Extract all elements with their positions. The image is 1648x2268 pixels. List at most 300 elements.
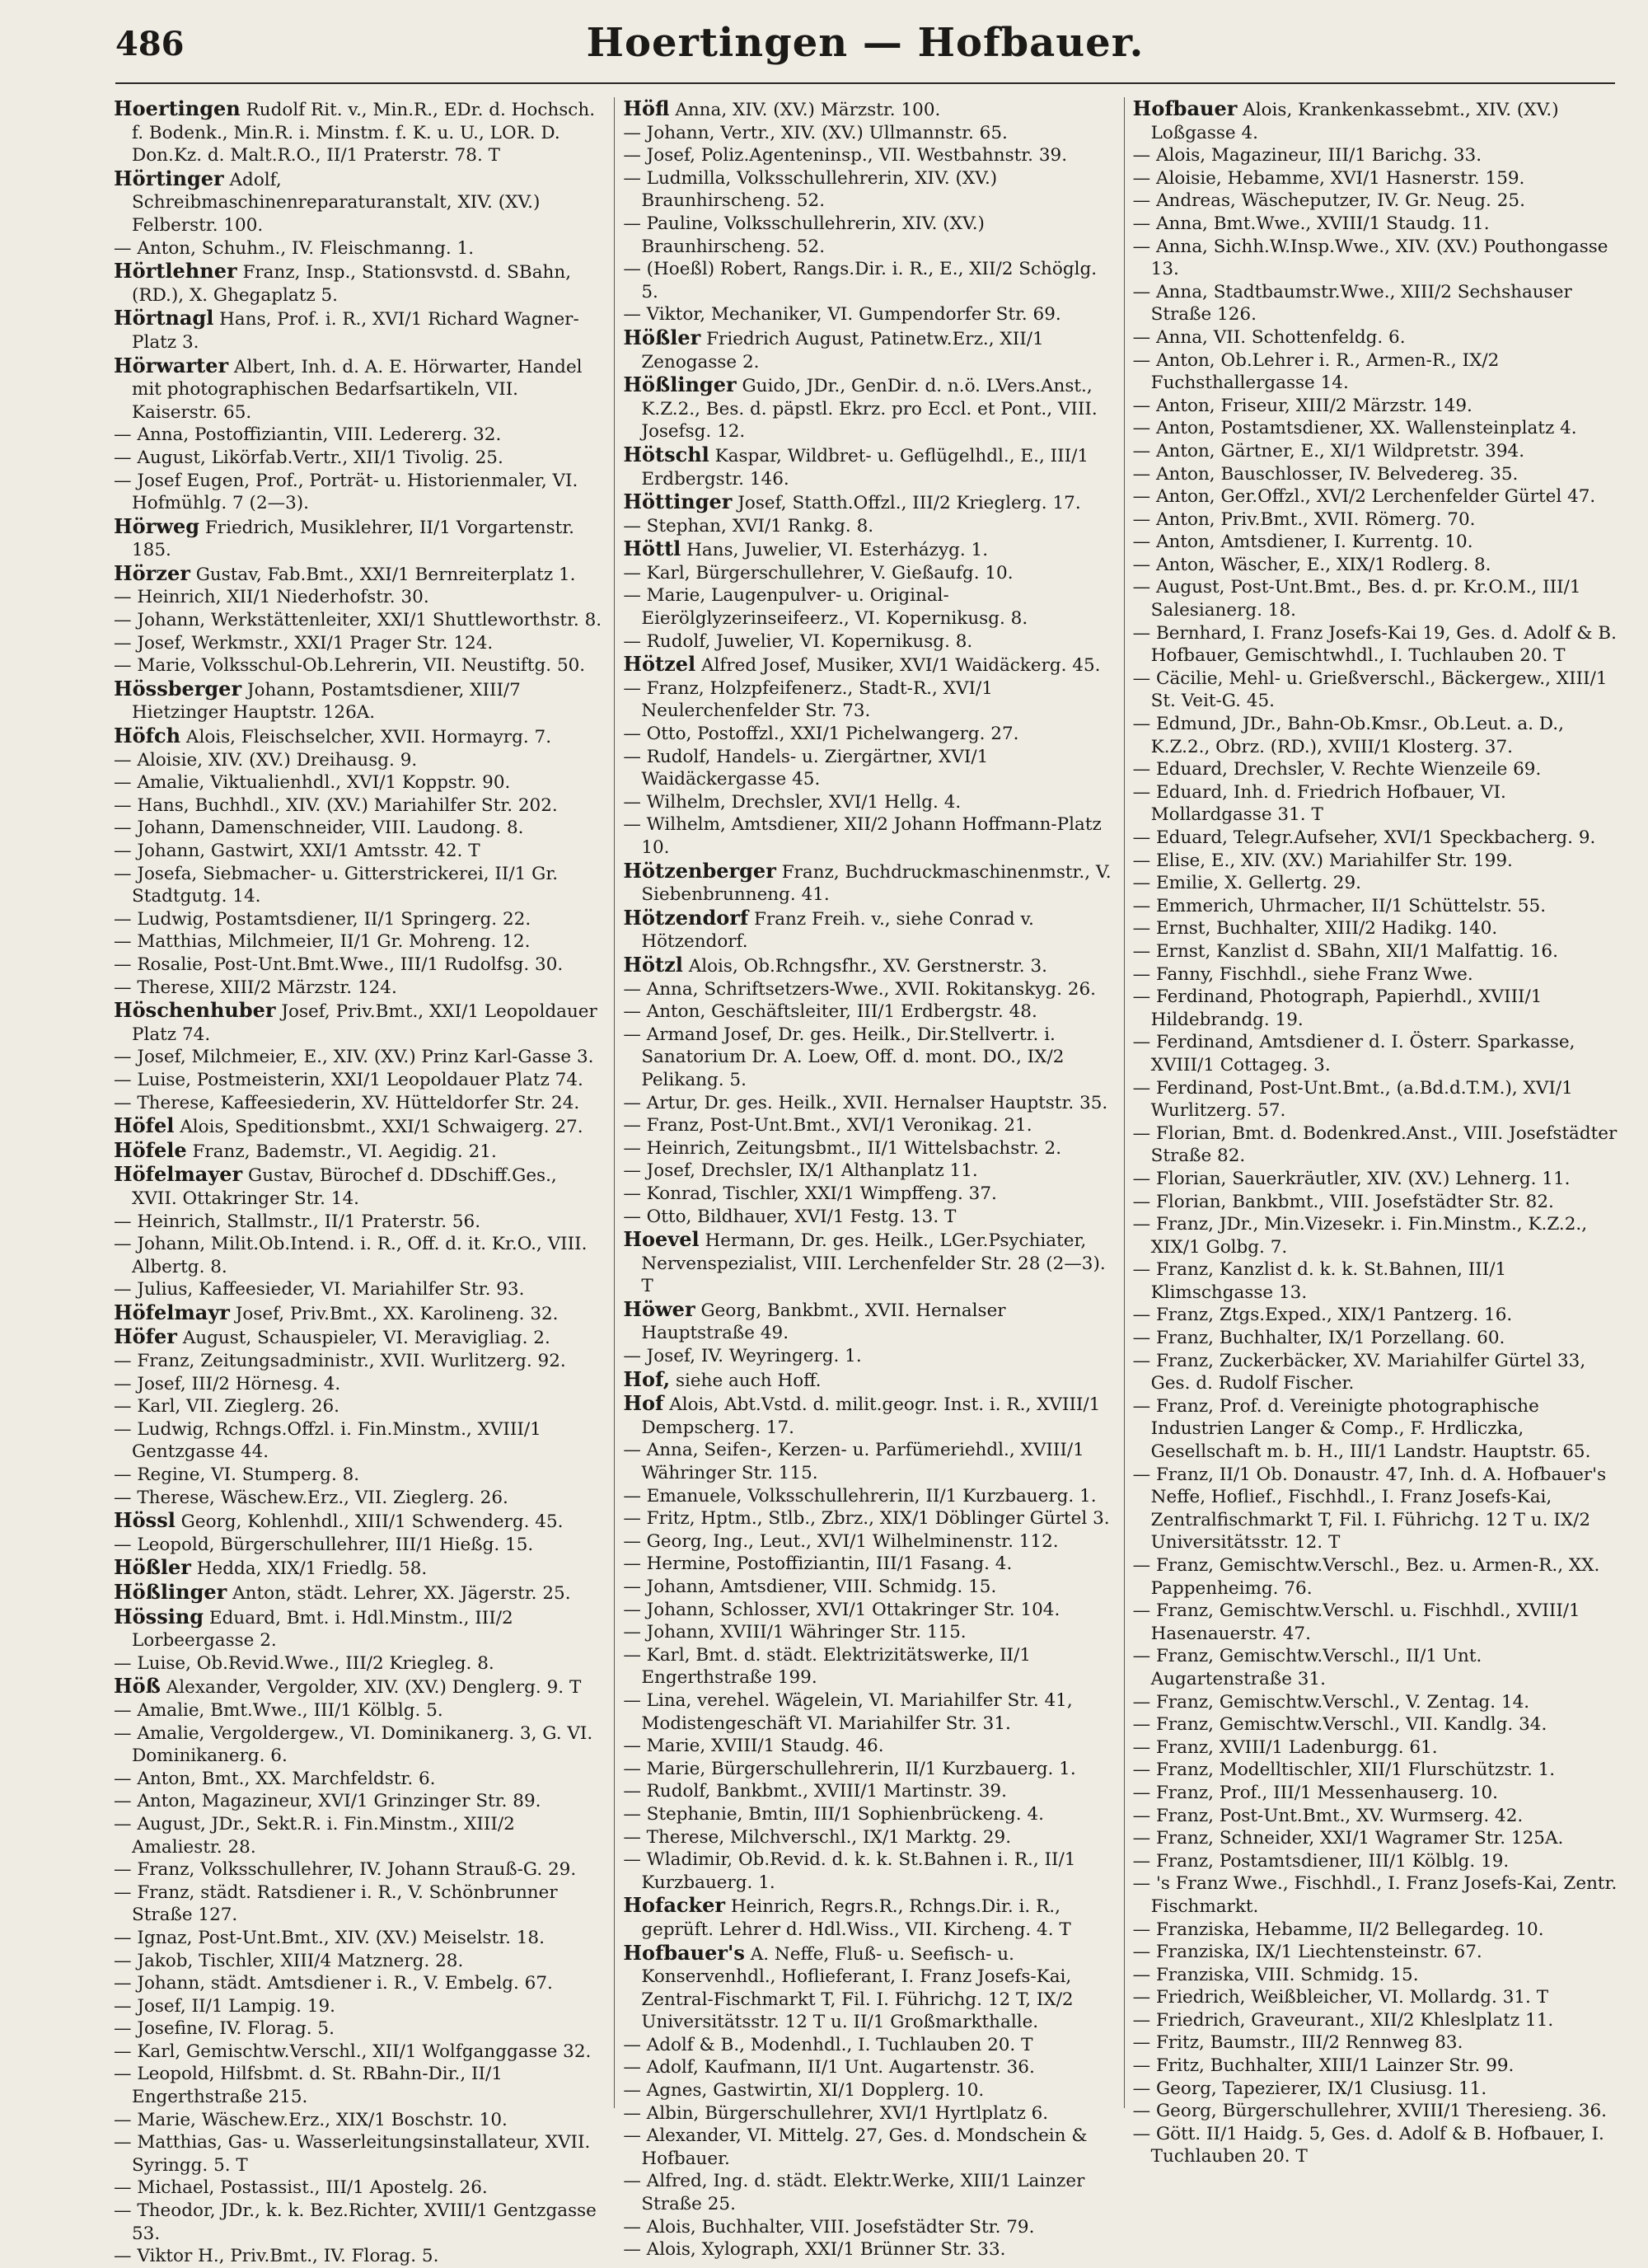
entry-text: — Hans, Buchhdl., XIV. (XV.) Mariahilfer Str. 202. [114,794,558,816]
directory-entry [623,813,1112,859]
entry-text: — Franz, Prof., III/1 Messenhauserg. 10. [1132,1782,1499,1803]
entry-text: — Therese, XIII/2 Märzstr. 124. [114,977,397,998]
entry-text: — August, Likörfab.Vertr., XII/1 Tivolig. 25. [114,447,503,468]
entry-text: Anna, XIV. (XV.) Märzstr. 100. [675,100,941,120]
entry-text: — Heinrich, XII/1 Niederhofstr. 30. [114,587,429,608]
entry-surname: Hörweg [114,513,200,538]
directory-entry [114,999,602,1046]
directory-entry [623,1024,1112,1092]
directory-entry [1133,1919,1622,1942]
entry-text: — Viktor, Mechaniker, VI. Gumpendorfer Str. 69. [623,304,1061,326]
entry-text: — Franz, städt. Ratsdiener i. R., V. Schönbrunner Straße 127. [114,1881,558,1926]
entry-text: — Florian, Bankbmt., VIII. Josefstädter Str. 82. [1132,1191,1554,1212]
directory-entry [1133,668,1622,713]
entry-surname: Hof [623,1391,664,1416]
entry-text: — Ferdinand, Photograph, Papierhdl., XVIII/1 Hildebrandg. 19. [1132,986,1543,1030]
entry-text: — Franz, Buchhalter, IX/1 Porzellang. 60. [1132,1328,1505,1349]
directory-entry [1133,1827,1622,1850]
entry-text: — Elise, E., XIV. (XV.) Mariahilfer Str. 199. [1132,850,1513,871]
entry-text: — Anton, Bauschlosser, IV. Belvedereg. 35. [1132,463,1519,485]
entry-text: — Anton, Ger.Offzl., XVI/2 Lerchenfelder Gürtel 47. [1132,486,1596,508]
directory-entry [623,1368,1112,1393]
directory-entry [623,1507,1112,1530]
entry-text: — Karl, Bmt. d. städt. Elektrizitätswerke, II/1 Engerthstraße 199. [623,1644,1032,1689]
directory-entry [114,930,602,954]
directory-entry [1133,781,1622,827]
directory-entry [1133,213,1622,236]
entry-text: — Cäcilie, Mehl- u. Grießverschl., Bäckergew., XIII/1 St. Veit-G. 45. [1132,668,1608,712]
directory-entry [114,654,602,677]
directory-entry [1133,622,1622,668]
entry-text: — Georg, Ing., Leut., XVI/1 Wilhelminenstr. 112. [623,1530,1059,1552]
directory-entry [114,2245,602,2268]
directory-entry [114,1950,602,1973]
entry-text: — Fanny, Fischhdl., siehe Franz Wwe. [1132,963,1473,985]
directory-entry [114,609,602,632]
directory-entry [114,794,602,818]
directory-entry [114,1301,602,1326]
entry-text: — Andreas, Wäscheputzer, IV. Gr. Neug. 25. [1132,190,1525,212]
entry-text: — Josef, III/2 Hörnesg. 4. [114,1373,341,1394]
directory-entry [623,97,1112,122]
entry-text: — Franz, Gemischtw.Verschl., Bez. u. Armen-R., XX. Pappenheimg. 76. [1132,1555,1600,1599]
directory-entry [623,1228,1112,1298]
entry-text: — Friedrich, Weißbleicher, VI. Mollardg. 31. T [1132,1987,1549,2008]
directory-entry [623,1599,1112,1622]
entry-text: — Friedrich, Graveurant., XII/2 Khleslplatz 11. [1132,2009,1554,2031]
entry-text: Albert, Inh. d. A. E. Hörwarter, Handel mit photographischen Bedarfsartikeln, VII. Kaiserstr. 65. [132,356,583,423]
directory-entry [114,97,602,167]
entry-text: — Eduard, Drechsler, V. Rechte Wienzeile 69. [1132,759,1542,780]
entry-text: — Theodor, JDr., k. k. Bez.Richter, XVIII/1 Gentzgasse 53. [114,2200,597,2244]
entry-text: — Luise, Ob.Revid.Wwe., III/2 Kriegleg. 8. [114,1652,494,1674]
entry-text: — Anton, Ob.Lehrer i. R., Armen-R., IX/2 Fuchsthallergasse 14. [1132,349,1500,394]
entry-text: — Michael, Postassist., III/1 Apostelg. 26. [114,2177,488,2199]
entry-text: — Adolf, Kaufmann, II/1 Unt. Augartenstr. 36. [623,2057,1035,2078]
entry-text: — Otto, Postoffzl., XXI/1 Pichelwangerg. 27. [623,724,1019,745]
entry-text: — Franz, Post-Unt.Bmt., XVI/1 Veronikag. 21. [623,1115,1032,1136]
entry-text: — Stephan, XVI/1 Rankg. 8. [623,515,874,537]
entry-surname: Hoevel [623,1227,700,1252]
entry-text: — Anna, Postoffiziantin, VIII. Ledererg. 32. [114,424,502,446]
entry-text: — Alois, Magazineur, III/1 Barichg. 33. [1132,145,1482,166]
directory-entry [1133,940,1622,963]
directory-entry [114,1652,602,1675]
directory-entry [1133,2009,1622,2032]
entry-text: — Emilie, X. Gellertg. 29. [1132,873,1361,894]
directory-entry [1133,326,1622,349]
directory-entry [1133,1213,1622,1258]
entry-text: — Franz, Volksschullehrer, IV. Johann Strauß-G. 29. [114,1859,577,1881]
directory-entry [114,2200,602,2245]
entry-text: — Stephanie, Bmtin, III/1 Sophienbrückeng. 4. [623,1803,1044,1825]
entry-text: — Ernst, Buchhalter, XIII/2 Hadikg. 140. [1132,918,1498,940]
directory-entry [1133,1713,1622,1736]
entry-text: Adolf, Schreibmaschinenreparaturanstalt, XIV. (XV.) Felberstr. 100. [132,169,541,236]
entry-text: — Gött. II/1 Haidg. 5, Ges. d. Adolf & B. Hofbauer, I. Tuchlauben 20. T [1132,2123,1604,2167]
entry-text: — Johann, städt. Amtsdiener i. R., V. Embelg. 67. [114,1973,553,1994]
directory-entry [1133,236,1622,281]
directory-entry [623,1206,1112,1229]
directory-entry [1133,1077,1622,1122]
directory-entry [1133,1782,1622,1805]
entry-text: — Ferdinand, Amtsdiener d. I. Österr. Sparkasse, XVIII/1 Cottageg. 3. [1132,1032,1575,1075]
directory-entry [114,1373,602,1396]
entry-text: — Wilhelm, Amtsdiener, XII/2 Johann Hoffmann-Platz 10. [623,814,1102,858]
entry-text: — Anna, Bmt.Wwe., XVIII/1 Staudg. 11. [1132,213,1490,234]
directory-entry [114,2109,602,2132]
directory-entry [1133,872,1622,895]
entry-text: — Anton, Schuhm., IV. Fleischmanng. 1. [114,237,475,259]
directory-entry [1133,1168,1622,1191]
directory-entry [1133,281,1622,326]
directory-entry [1133,1645,1622,1690]
entry-surname: Hößler [623,325,701,349]
entry-surname: Höfele [114,1137,187,1162]
directory-entry [623,1183,1112,1206]
entry-surname: Hößler [114,1555,191,1580]
directory-entry [114,1069,602,1092]
page-number: 486 [115,25,185,63]
entry-text: Eduard, Bmt. i. Hdl.Minstm., III/2 Lorbeergasse 2. [132,1607,513,1652]
entry-text: — Eduard, Inh. d. Friedrich Hofbauer, VI. Mollardgasse 31. T [1132,781,1506,826]
directory-entry [114,771,602,794]
entry-surname: Hötschl [623,442,709,466]
entry-text: — Leopold, Bürgerschullehrer, III/1 Hießg. 15. [114,1534,534,1555]
entry-text: Georg, Kohlenhdl., XIII/1 Schwenderg. 45. [180,1511,564,1533]
entry-surname: Hoertingen [114,96,241,120]
entry-text: Alexander, Vergolder, XIV. (XV.) Denglerg. 9. T [166,1677,582,1699]
directory-entry [1133,850,1622,873]
entry-text: — Florian, Sauerkräutler, XIV. (XV.) Lehnerg. 11. [1132,1168,1571,1189]
entry-text: — Anton, Postamtsdiener, XX. Wallensteinplatz 4. [1132,418,1577,439]
directory-entry [623,303,1112,326]
entry-text: — Jakob, Tischler, XIII/4 Matznerg. 28. [114,1950,464,1971]
entry-text: — Ludwig, Rchngs.Offzl. i. Fin.Minstm., XVIII/1 Gentzgasse 44. [114,1418,541,1463]
entry-text: Alois, Abt.Vstd. d. milit.geogr. Inst. i. R., XVIII/1 Dempscherg. 17. [641,1394,1101,1438]
directory-entry [114,1325,602,1350]
entry-text: — Wilhelm, Drechsler, XVI/1 Hellg. 4. [623,791,962,813]
directory-entry [623,537,1112,562]
entry-text: — Ferdinand, Post-Unt.Bmt., (a.Bd.d.T.M.), XVI/1 Wurlitzerg. 57. [1132,1077,1573,1122]
entry-text: — Konrad, Tischler, XXI/1 Wimpffeng. 37. [623,1183,997,1204]
entry-surname: Hof, [623,1366,671,1391]
entry-surname: Hörtinger [114,166,224,190]
directory-entry [1133,440,1622,463]
entry-text: Friedrich, Musiklehrer, II/1 Vorgartenstr. 185. [132,517,574,561]
directory-entry [114,1278,602,1301]
directory-entry [623,978,1112,1001]
directory-entry [1133,1600,1622,1645]
entry-text: — Rudolf, Handels- u. Ziergärtner, XVI/1 Waidäckergasse 45. [623,746,989,790]
entry-text: — Alois, Xylograph, XXI/1 Brünner Str. 33. [623,2239,1006,2261]
directory-entry [114,1418,602,1464]
entry-text: — Heinrich, Stallmstr., II/1 Praterstr. 56. [114,1211,481,1232]
directory-entry [114,1509,602,1534]
entry-text: — Anton, Geschäftsleiter, III/1 Erdbergstr. 48. [623,1001,1037,1023]
directory-entry [114,2063,602,2108]
directory-entry [114,1464,602,1487]
directory-entry [623,443,1112,490]
directory-entry [623,907,1112,954]
directory-entry [114,2017,602,2041]
directory-entry [114,908,602,931]
directory-entry [114,1881,602,1927]
entry-text: — Emanuele, Volksschullehrerin, II/1 Kurzbauerg. 1. [623,1485,1097,1507]
directory-entry [114,2041,602,2064]
entry-text: — Josef, Drechsler, IX/1 Althanplatz 11. [623,1160,978,1182]
entry-text: — Rosalie, Post-Unt.Bmt.Wwe., III/1 Rudolfsg. 30. [114,954,564,975]
directory-entry [1133,1122,1622,1168]
directory-entry [1133,1191,1622,1214]
entry-text: — Julius, Kaffeesieder, VI. Mariahilfer Str. 93. [114,1279,525,1300]
directory-entry [1133,713,1622,758]
entry-text: — Franz, Gemischtw.Verschl., II/1 Unt. Augartenstraße 31. [1132,1646,1482,1689]
directory-entry [1133,1805,1622,1828]
entry-text: — Josef Eugen, Prof., Porträt- u. Historienmaler, VI. Hofmühlg. 7 (2—3). [114,470,578,514]
directory-entry [114,863,602,908]
directory-entry [114,954,602,977]
entry-text: — August, Post-Unt.Bmt., Bes. d. pr. Kr.O.M., III/1 Salesianerg. 18. [1132,577,1581,621]
directory-entry [623,490,1112,515]
entry-text: Alois, Fleischselcher, XVII. Hormayrg. 7. [185,727,552,748]
entry-text: — Eduard, Telegr.Aufseher, XVI/1 Speckbacherg. 9. [1132,827,1596,848]
directory-entry [114,1605,602,1652]
directory-entry [623,653,1112,677]
entry-text: — Armand Josef, Dr. ges. Heilk., Dir.Stellvertr. i. Sanatorium Dr. A. Loew, Off. d. mont. DO., IX/2 Pelikang. 5. [623,1024,1065,1090]
entry-text: — Ignaz, Post-Unt.Bmt., XIV. (XV.) Meiselstr. 18. [114,1927,545,1948]
directory-entry [1133,1031,1622,1076]
entry-text: — Josef, Milchmeier, E., XIV. (XV.) Prinz Karl-Gasse 3. [114,1047,594,1068]
entry-text: — Fritz, Hptm., Stlb., Zbrz., XIX/1 Döblinger Gürtel 3. [623,1508,1110,1530]
directory-entry [114,1233,602,1278]
directory-entry [114,2131,602,2177]
directory-entry [623,2056,1112,2079]
entry-text: — Luise, Postmeisterin, XXI/1 Leopoldauer Platz 74. [114,1069,583,1090]
entry-text: — Franziska, VIII. Schmidg. 15. [1132,1964,1419,1985]
entry-text: — Franz, XVIII/1 Ladenburgg. 61. [1132,1736,1438,1758]
entry-text: — Therese, Kaffeesiederin, XV. Hütteldorfer Str. 24. [114,1092,580,1113]
entry-text: — Josef, Poliz.Agenteninsp., VII. Westbahnstr. 39. [623,145,1068,166]
entry-surname: Höfelmayr [114,1300,230,1324]
entry-surname: Höß [114,1674,161,1699]
entry-surname: Hößlinger [623,373,737,397]
directory-entry [114,1675,602,1699]
entry-surname: Hofbauer [1132,96,1238,120]
entry-text: — Matthias, Gas- u. Wasserleitungsinstallateur, XVII. Syringg. 5. T [114,2132,591,2176]
directory-entry [1133,554,1622,577]
directory-entry [623,2170,1112,2215]
directory-entry [114,1046,602,1069]
directory-entry [114,977,602,1000]
entry-text: — Johann, Damenschneider, VIII. Laudong. 8. [114,818,524,839]
directory-entry [623,1758,1112,1781]
directory-entry [114,470,602,515]
entry-text: Gustav, Bürochef d. DDschiff.Ges., XVII. Ottakringer Str. 14. [132,1165,557,1209]
entry-text: — Albin, Bürgerschullehrer, XVI/1 Hyrtlplatz 6. [623,2102,1049,2124]
directory-entry [623,723,1112,746]
directory-entry [114,354,602,424]
entry-text: Franz, Insp., Stationsvstd. d. SBahn, (RD.), X. Ghegaplatz 5. [132,262,572,306]
directory-entry [623,2125,1112,2170]
directory-entry [1133,144,1622,167]
entry-text: Josef, Priv.Bmt., XX. Karolineng. 32. [235,1303,559,1324]
directory-entry [1133,1258,1622,1304]
directory-entry [623,167,1112,213]
entry-text: — Franziska, IX/1 Liechtensteinstr. 67. [1132,1942,1482,1963]
directory-entry [623,2238,1112,2261]
entry-surname: Hötzendorf [623,905,749,930]
entry-text: — Franz, Schneider, XXI/1 Wagramer Str. 125A. [1132,1828,1564,1849]
entry-text: — Anna, Stadtbaumstr.Wwe., XIII/2 Sechshauser Straße 126. [1132,281,1572,326]
entry-text: — Anna, Schriftsetzers-Wwe., XVII. Rokitanskyg. 26. [623,978,1096,1000]
entry-text: — Franz, Zuckerbäcker, XV. Mariahilfer Gürtel 33, Ges. d. Rudolf Fischer. [1132,1350,1586,1394]
entry-text: — Josefine, IV. Florag. 5. [114,2018,335,2040]
directory-entry [623,954,1112,978]
entry-surname: Höfer [114,1324,177,1349]
entry-text: — Leopold, Hilfsbmt. d. St. RBahn-Dir., II/1 Engerthstraße 215. [114,2064,503,2108]
entry-surname: Hötzl [623,952,683,977]
directory-entry [1133,2031,1622,2055]
entry-surname: Hofacker [623,1893,726,1918]
entry-text: — Fritz, Buchhalter, XIII/1 Lainzer Str. 99. [1132,2055,1515,2077]
entry-text: — Johann, Vertr., XIV. (XV.) Ullmannstr. 65. [623,122,1008,143]
directory-entry [114,1487,602,1510]
directory-entry [114,237,602,260]
directory-entry [623,860,1112,907]
directory-entry [1133,395,1622,418]
entry-text: Hans, Juwelier, VI. Esterházyg. 1. [686,540,989,561]
entry-text: Rudolf Rit. v., Min.R., EDr. d. Hochsch. f. Bodenk., Min.R. i. Minstm. f. K. u. U., LOR. D. Don.Kz. d. Malt.R.O., II/1 Praterstr. 78. T [132,100,596,166]
directory-entry [1133,1941,1622,1964]
directory-entry [114,677,602,724]
entry-text: — Anna, VII. Schottenfeldg. 6. [1132,326,1406,348]
entry-text: — Lina, verehel. Wägelein, VI. Mariahilfer Str. 41, Modistengeschäft VI. Mariahilfer Str. 31. [623,1689,1073,1734]
directory-entry [1133,1554,1622,1600]
entry-surname: Höfelmayer [114,1162,243,1187]
directory-entry [623,1092,1112,1115]
directory-entry [623,373,1112,443]
directory-entry [114,167,602,237]
entry-text: Kaspar, Wildbret- u. Geflügelhdl., E., III/1 Erdbergstr. 146. [641,445,1089,490]
directory-entry [623,562,1112,585]
directory-entry [623,213,1112,258]
entry-text: — Anton, Bmt., XX. Marchfeldstr. 6. [114,1768,436,1789]
entry-text: — Marie, XVIII/1 Staudg. 46. [623,1736,884,1757]
directory-entry [623,1735,1112,1758]
entry-text: Alfred Josef, Musiker, XVI/1 Waidäckerg. 45. [700,655,1101,677]
directory-entry [623,1780,1112,1803]
entry-text: — Otto, Bildhauer, XVI/1 Festg. 13. T [623,1206,957,1227]
entry-text: — Anton, Wäscher, E., XIX/1 Rodlerg. 8. [1132,554,1491,575]
entry-text: — Georg, Tapezierer, IX/1 Clusiusg. 11. [1132,2078,1487,2099]
directory-entry [1133,917,1622,940]
directory-entry [1133,986,1622,1031]
directory-entry [623,1942,1112,2034]
entry-text: — Johann, XVIII/1 Währinger Str. 115. [623,1622,967,1643]
directory-entry [114,307,602,354]
entry-text: — Fritz, Baumstr., III/2 Rennweg 83. [1132,2032,1463,2054]
directory-entry [114,1790,602,1813]
entry-text: — Agnes, Gastwirtin, XI/1 Dopplerg. 10. [623,2080,985,2102]
directory-entry [623,1826,1112,1849]
page-header [115,18,1615,84]
entry-surname: Hörzer [114,560,190,585]
entry-text: — Anna, Seifen-, Kerzen- u. Parfümeriehdl., XVIII/1 Währinger Str. 115. [623,1440,1084,1484]
directory-columns [114,96,1622,2267]
directory-entry [1133,1759,1622,1782]
entry-text: — Pauline, Volksschullehrerin, XIV. (XV.) Braunhirscheng. 52. [623,213,985,257]
entry-text: — Therese, Wäschew.Erz., VII. Zieglerg. 26. [114,1487,508,1508]
directory-entry [623,1621,1112,1644]
entry-text: — Karl, Gemischtw.Verschl., XII/1 Wolfganggasse 32. [114,2041,592,2062]
directory-entry [114,1092,602,1115]
entry-text: — Franz, Holzpfeifenerz., Stadt-R., XVI/1 Neulerchenfelder Str. 73. [623,677,993,722]
entry-text: Johann, Postamtsdiener, XIII/7 Hietzinger Hauptstr. 126A. [132,679,521,724]
entry-surname: Höfel [114,1113,175,1138]
entry-text: — Viktor H., Priv.Bmt., IV. Florag. 5. [114,2246,439,2267]
directory-entry [623,1485,1112,1508]
directory-entry [114,632,602,655]
directory-entry [623,1392,1112,1439]
directory-entry [1133,1327,1622,1350]
entry-text: — Anton, Magazineur, XVI/1 Grinzinger Str. 89. [114,1791,541,1812]
entry-text: — Karl, VII. Zieglerg. 26. [114,1396,340,1418]
entry-text: — Heinrich, Zeitungsbmt., II/1 Wittelsbachstr. 2. [623,1137,1062,1159]
entry-text: — Anton, Friseur, XIII/2 Märzstr. 149. [1132,395,1472,416]
directory-entry [1133,1736,1622,1760]
entry-text: — Amalie, Vergoldergew., VI. Dominikanerg. 3, G. VI. Dominikanerg. 6. [114,1722,593,1767]
entry-text: — Franz, Gemischtw.Verschl., V. Zentag. 14. [1132,1691,1530,1713]
directory-entry [114,260,602,307]
entry-text: — Marie, Laugenpulver- u. Original-Eierölglyzerinseifeerz., VI. Kopernikusg. 8. [623,585,1028,630]
entry-text: Hedda, XIX/1 Friedlg. 58. [196,1558,428,1580]
directory-entry [114,1699,602,1722]
entry-text: — Johann, Amtsdiener, VIII. Schmidg. 15. [623,1577,997,1597]
entry-surname: Hößlinger [114,1580,227,1604]
directory-entry [114,1813,602,1858]
entry-text: — Amalie, Viktualienhdl., XVI/1 Koppstr. 90. [114,772,511,794]
directory-entry [114,1395,602,1418]
directory-entry [114,1581,602,1605]
directory-entry [114,1139,602,1164]
entry-text: — 's Franz Wwe., Fischhdl., I. Franz Josefs-Kai, Zentr. Fischmarkt. [1132,1873,1618,1917]
directory-entry [1133,190,1622,213]
directory-entry [1133,97,1622,144]
directory-entry [1133,2055,1622,2078]
entry-surname: Höfl [623,96,670,120]
entry-text: Anton, städt. Lehrer, XX. Jägerstr. 25. [232,1583,571,1604]
entry-text: — Anton, Priv.Bmt., XVII. Römerg. 70. [1132,508,1476,530]
entry-surname: Höwer [623,1296,695,1321]
directory-entry [1133,1872,1622,1918]
entry-text: — Emmerich, Uhrmacher, II/1 Schüttelstr. 55. [1132,895,1547,916]
entry-text: — Franz, Gemischtw.Verschl., VII. Kandlg. 34. [1132,1714,1547,1736]
directory-entry [1133,576,1622,621]
directory-entry [1133,2100,1622,2123]
directory-entry [623,515,1112,538]
entry-text: — Alexander, VI. Mittelg. 27, Ges. d. Mondschein & Hofbauer. [623,2125,1088,2169]
directory-entry [623,1689,1112,1735]
entry-text: — Ludmilla, Volksschullehrerin, XIV. (XV.) Braunhirscheng. 52. [623,167,998,212]
entry-text: — Amalie, Bmt.Wwe., III/1 Kölblg. 5. [114,1699,443,1721]
directory-entry [623,1439,1112,1484]
entry-text: Alois, Speditionsbmt., XXI/1 Schwaigerg. 27. [180,1117,583,1138]
entry-text: Heinrich, Regrs.R., Rchngs.Dir. i. R., geprüft. Lehrer d. Hdl.Wiss., VII. Kircheng. 4. T [641,1896,1071,1940]
entry-text: — Josef, Werkmstr., XXI/1 Prager Str. 124. [114,632,494,654]
directory-entry [623,677,1112,723]
directory-entry [114,1556,602,1581]
